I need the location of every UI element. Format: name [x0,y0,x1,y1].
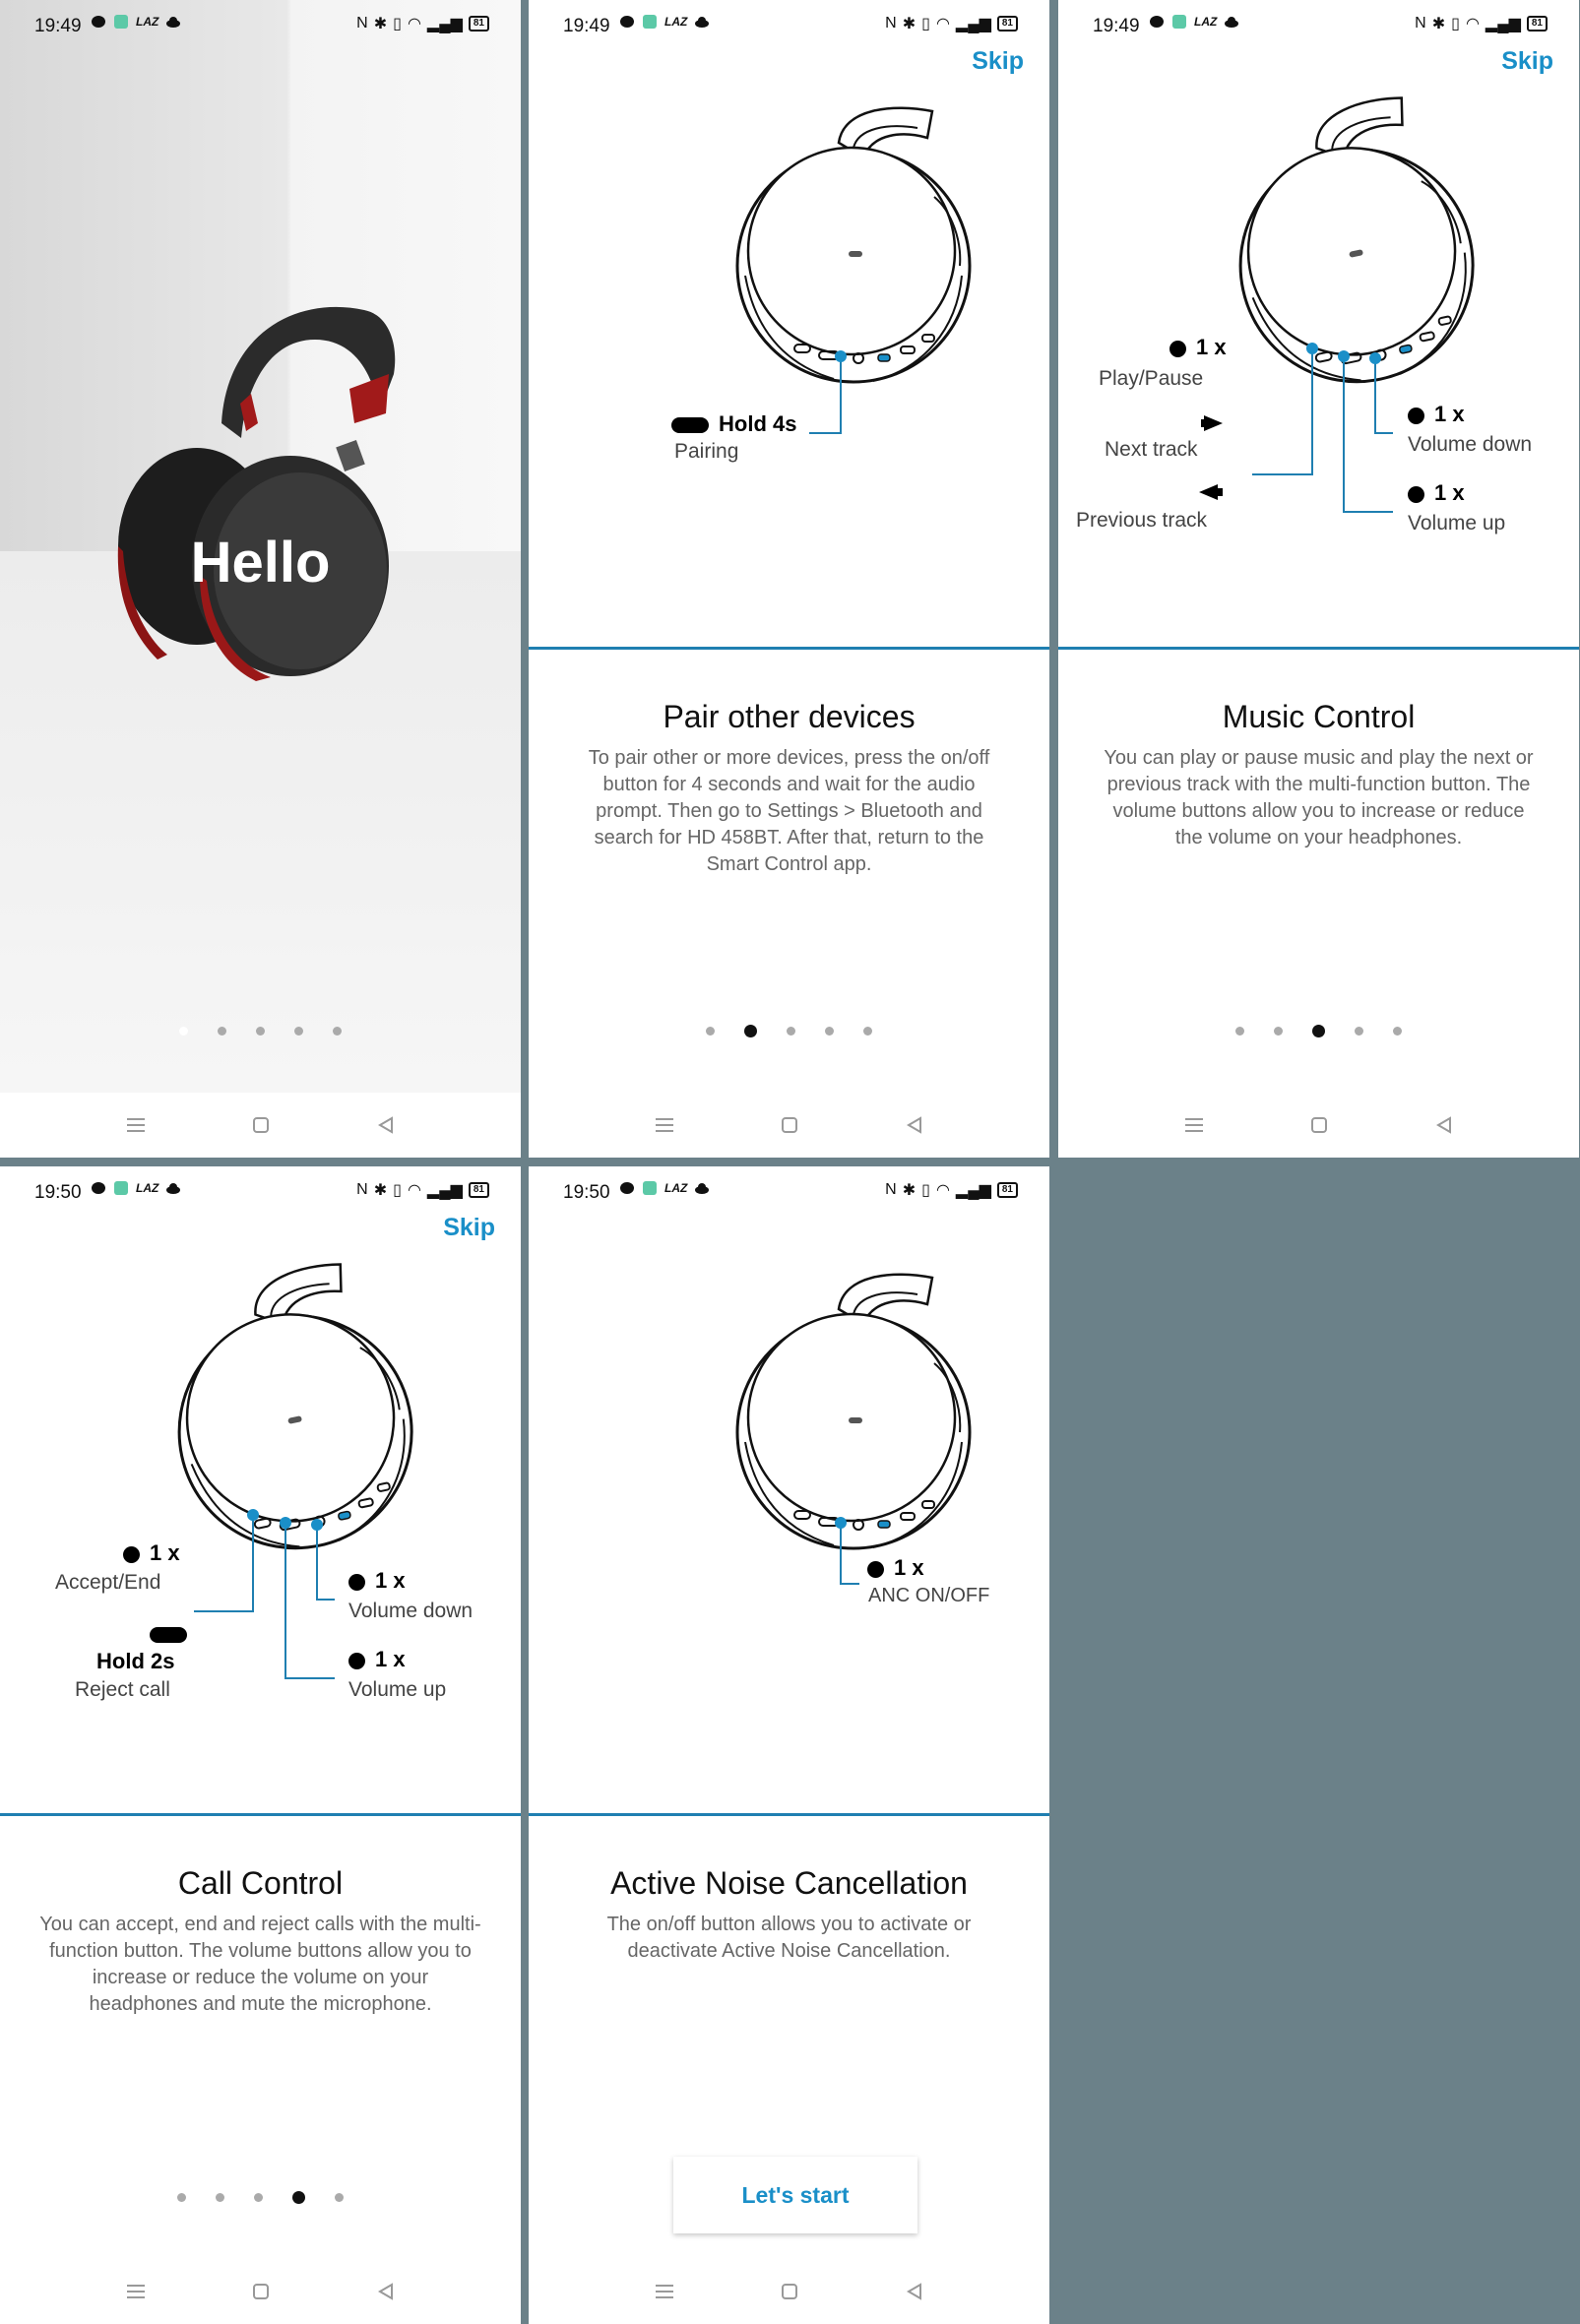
nav-bar [0,1093,521,1158]
nfc-icon: N [1415,15,1426,31]
skip-button[interactable]: Skip [443,1214,495,1241]
wifi-icon: ◠ [407,16,421,32]
skip-button[interactable]: Skip [972,47,1024,75]
volume-down-press: 1 x [348,1568,406,1594]
bluetooth-icon: ✱ [1431,16,1446,32]
nav-bar [529,1093,1049,1158]
play-pause-label: Play/Pause [1099,367,1204,390]
callout-lines [529,1166,1049,1813]
page-description: The on/off button allows you to activate or deactivate Active Noise Cancellation. [606,1914,972,1962]
accept-end-press: 1 x [123,1540,180,1566]
battery-icon: 81 [469,16,489,31]
nfc-icon: N [885,1181,897,1198]
callout-lines [1058,0,1579,647]
next-track-label: Next track [1105,438,1198,461]
wifi-icon: ◠ [935,1182,950,1199]
vibrate-icon: ▯ [921,1182,930,1199]
home-icon[interactable] [779,1114,800,1136]
pairing-label: Pairing [674,440,739,463]
home-icon[interactable] [1308,1114,1330,1136]
screen-call [0,1166,521,2324]
status-bar [0,0,521,51]
battery-icon: 81 [997,16,1018,31]
volume-up-press: 1 x [1408,480,1465,506]
play-pause-press: 1 x [1169,335,1227,360]
vibrate-icon: ▯ [393,1182,402,1199]
laz-icon: LAZ [1194,15,1218,29]
signal-icon: ▂▄▆ [426,16,463,32]
page-indicator [0,2193,521,2204]
page-title: Pair other devices [663,699,916,734]
nfc-icon: N [356,15,368,31]
bluetooth-icon: ✱ [373,16,388,32]
signal-icon: ▂▄▆ [955,16,991,32]
signal-icon: ▂▄▆ [426,1182,463,1199]
page-description: You can play or pause music and play the next or previous track with the multi-function button. The volume buttons allow you to increase or reduce the volume on your headphones. [1104,747,1534,848]
status-time: 19:50 [563,1182,610,1203]
laz-icon: LAZ [664,15,688,29]
page-title: Call Control [177,1865,344,1901]
app-icon [113,14,129,30]
wifi-icon: ◠ [1465,16,1480,32]
bluetooth-icon: ✱ [373,1182,388,1199]
hold-label: Hold 4s [671,411,796,437]
hold-2s-label: Hold 2s [96,1649,175,1673]
volume-down-label: Volume down [1408,433,1533,456]
volume-down-press: 1 x [1408,402,1465,427]
bluetooth-icon: ✱ [902,1182,916,1199]
menu-icon[interactable] [654,2281,675,2302]
long-press-icon [150,1627,187,1643]
home-icon[interactable] [250,1114,272,1136]
nfc-icon: N [356,1181,368,1198]
skip-button[interactable]: Skip [1501,47,1553,75]
nav-bar [0,2259,521,2324]
page-indicator [1058,1027,1579,1037]
menu-icon[interactable] [1183,1114,1205,1136]
volume-up-label: Volume up [348,1678,447,1701]
status-time: 19:50 [34,1182,82,1203]
callout-lines [529,0,1049,647]
status-time: 19:49 [1093,16,1140,36]
long-press-icon [671,417,709,433]
volume-up-label: Volume up [1408,512,1506,534]
status-time: 19:49 [34,16,82,36]
page-description: To pair other or more devices, press the on/off button for 4 seconds and wait for the audio prompt. Then go to Settings > Bluetooth and search for HD 458BT. After that, return to the Smart Control app. [588,747,990,875]
home-icon[interactable] [779,2281,800,2302]
menu-icon[interactable] [654,1114,675,1136]
back-icon[interactable] [375,1114,397,1136]
signal-icon: ▂▄▆ [955,1182,991,1199]
wifi-icon: ◠ [935,16,950,32]
chat-icon [91,14,106,30]
screen-pair [529,0,1049,1158]
battery-icon: 81 [1527,16,1548,31]
previous-track-label: Previous track [1076,509,1208,532]
battery-icon: 81 [469,1182,489,1198]
anc-label: ANC ON/OFF [868,1585,990,1606]
nav-bar [529,2259,1049,2324]
home-icon[interactable] [250,2281,272,2302]
accept-end-label: Accept/End [55,1571,161,1594]
lets-start-button[interactable]: Let's start [673,2157,917,2233]
page-indicator [529,1027,1049,1037]
page-description: You can accept, end and reject calls with the multi-function button. The volume buttons allow you to increase or reduce the volume on your headphones and mute the microphone. [39,1914,481,2015]
cloud-icon [165,14,181,30]
laz-icon: LAZ [136,1181,159,1195]
laz-icon: LAZ [664,1181,688,1195]
page-indicator [0,1027,521,1036]
vibrate-icon: ▯ [393,16,402,32]
status-time: 19:49 [563,16,610,36]
laz-icon: LAZ [136,15,159,29]
screen-hello [0,0,521,1158]
vibrate-icon: ▯ [921,16,930,32]
reject-call-label: Reject call [75,1678,170,1701]
hello-title: Hello [190,531,331,595]
battery-icon: 81 [997,1182,1018,1198]
back-icon[interactable] [375,2281,397,2302]
signal-icon: ▂▄▆ [1485,16,1521,32]
screen-anc [529,1166,1049,2324]
screen-music [1058,0,1579,1158]
menu-icon[interactable] [125,1114,147,1136]
vibrate-icon: ▯ [1451,16,1460,32]
page-title: Music Control [1222,699,1416,734]
back-icon[interactable] [904,1114,925,1136]
menu-icon[interactable] [125,2281,147,2302]
nfc-icon: N [885,15,897,31]
wifi-icon: ◠ [407,1182,421,1199]
page-title: Active Noise Cancellation [610,1865,968,1901]
back-icon[interactable] [1433,1114,1455,1136]
back-icon[interactable] [904,2281,925,2302]
callout-lines [0,1166,521,1813]
nav-bar [1058,1093,1579,1158]
volume-up-press: 1 x [348,1647,406,1672]
anc-press: 1 x [867,1555,924,1581]
volume-down-label: Volume down [348,1600,474,1622]
bluetooth-icon: ✱ [902,16,916,32]
